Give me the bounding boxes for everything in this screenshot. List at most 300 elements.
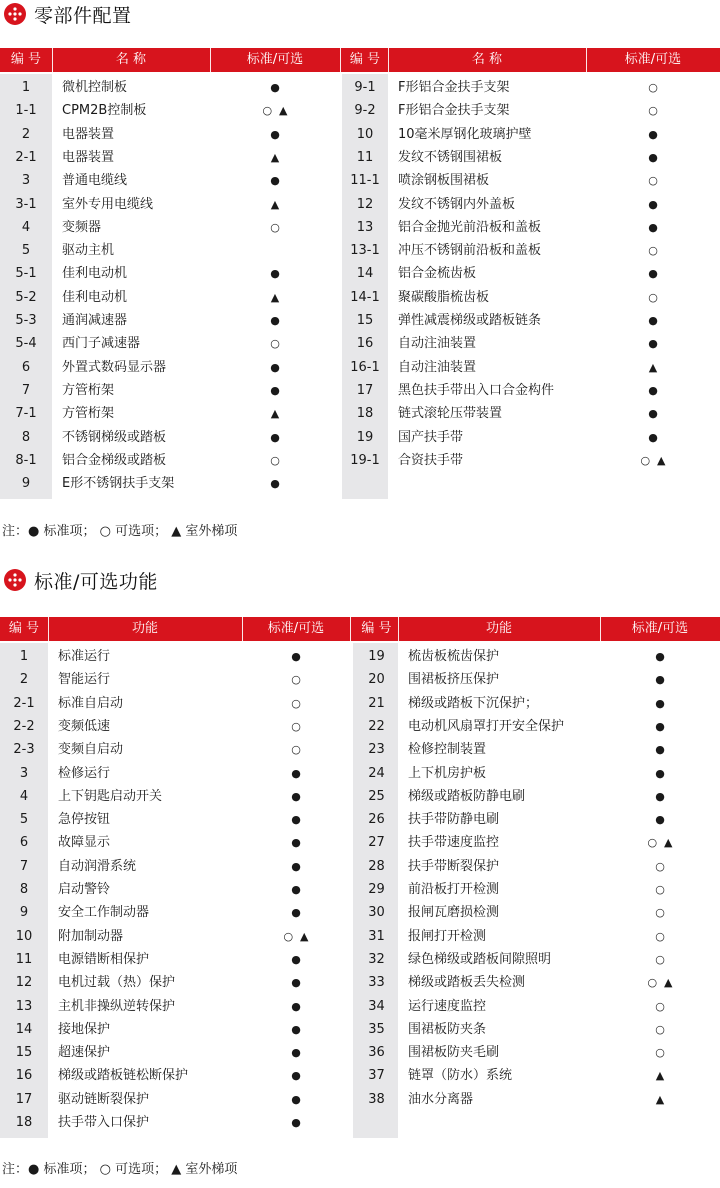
table-row [0,332,720,355]
row-number: 23 [368,742,385,758]
table-row [0,1064,720,1087]
row-name: 报闸打开检测 [408,928,487,944]
row-name: 通润减速器 [62,313,128,328]
table-header [0,617,720,641]
table-row [0,1111,720,1134]
row-name: 智能运行 [58,672,111,688]
row-config-mark: ○ [291,673,301,687]
row-number: 8 [21,429,31,445]
row-number: 9 [19,905,29,921]
row-name: 上下钥匙启动开关 [58,788,163,804]
row-number: 2 [19,672,29,688]
parts-legend-note: 注：● 标准项； ○ 可选项； ▲ 室外梯项 [2,524,238,539]
row-number: 7-1 [15,406,37,422]
row-number: 9-1 [354,80,376,95]
table-row [0,1018,720,1041]
row-number: 17 [15,1091,33,1107]
row-config-mark: ● [648,197,658,211]
header-std: 标准/可选 [267,621,325,636]
row-name: 附加制动器 [58,928,124,944]
row-config-mark: ● [648,383,658,397]
row-config-mark: ○ [270,453,280,467]
row-number: 2-2 [13,718,35,734]
row-config-mark: ● [270,174,280,188]
row-number: 11 [15,951,33,967]
table-row [0,193,720,216]
table-row [0,286,720,309]
row-name: 报闸瓦磨损检测 [408,905,500,921]
row-config-mark: ▲ [648,360,658,374]
row-number: 5-1 [15,266,37,282]
row-config-mark: ● [291,836,301,850]
row-config-mark: ● [648,314,658,327]
header-divider [398,617,399,641]
row-name: 检修运行 [58,765,111,781]
row-config-mark: ○ [655,906,665,920]
row-number: 26 [368,812,385,828]
header-num: 编 号 [361,621,392,636]
table-row [0,808,720,831]
row-number: 24 [368,765,385,781]
table-row [0,146,720,169]
row-name: 铝合金抛光前沿板和盖板 [398,219,542,235]
row-name: 急停按钮 [58,812,111,828]
row-number: 25 [368,788,385,804]
row-number: 35 [368,1021,385,1037]
header-divider [242,617,243,641]
row-number: 2 [21,126,31,142]
row-name: 铝合金梯级或踏板 [62,452,167,468]
row-number: 19 [368,649,385,664]
row-config-mark: ● [270,477,280,491]
header-name: 名 称 [471,52,503,67]
row-config-mark: ○ [291,696,301,710]
row-name: 10毫米厚钢化玻璃护壁 [398,126,532,142]
row-number: 9 [21,476,31,492]
row-number: 27 [368,835,385,851]
table-row [0,901,720,924]
row-name: 梯级或踏板丢失检测 [408,975,526,991]
header-divider [340,48,341,72]
header-divider [52,48,53,72]
table-row [0,262,720,285]
row-name: 电器装置 [62,149,115,165]
row-name: 变频器 [62,219,102,235]
row-name: 扶手带入口保护 [58,1115,150,1130]
row-number: 20 [368,672,385,688]
row-name: 发纹不锈钢围裙板 [398,149,503,165]
row-config-mark: ● [655,650,665,663]
row-number: 1 [21,80,31,95]
table-row [0,356,720,379]
row-name: 喷涂钢板围裙板 [398,173,490,189]
row-number: 1-1 [15,103,37,119]
row-name: 链式滚轮压带装置 [398,406,503,422]
red-dot-grid-icon [4,3,26,25]
row-config-mark: ● [648,150,658,164]
table-row [0,76,720,99]
table-row [0,785,720,808]
row-number: 2-1 [13,695,35,711]
row-name: 外置式数码显示器 [62,359,167,375]
row-name: 室外专用电缆线 [62,196,154,212]
table-row [0,239,720,262]
header-name: 功能 [485,621,512,636]
table-row [0,169,720,192]
row-config-mark: ● [291,1092,301,1106]
row-config-mark: ○ ▲ [640,453,666,467]
row-number: 2-1 [15,149,37,165]
row-config-mark: ○ [655,1046,665,1060]
row-number: 21 [368,695,385,711]
row-config-mark: ○ [270,337,280,351]
table-row [0,878,720,901]
row-config-mark: ○ [655,999,665,1013]
row-name: 链罩（防水）系统 [408,1068,513,1084]
row-config-mark: ● [291,789,301,803]
row-name: 铝合金梳齿板 [398,266,477,282]
header-std: 标准/可选 [246,52,304,67]
row-name: 启动警铃 [58,882,111,897]
row-name: 扶手带速度监控 [408,835,500,851]
row-number: 18 [15,1115,33,1130]
row-config-mark: ● [655,719,665,733]
header-num: 编 号 [349,52,381,67]
parts-table [0,48,720,499]
row-name: 变频低速 [58,718,111,734]
row-name: 绿色梯级或踏板间隙照明 [408,951,552,967]
row-name: 梯级或踏板下沉保护； [408,695,539,711]
row-config-mark: ● [648,127,658,141]
row-name: 变频自启动 [58,742,124,758]
row-number: 5-3 [15,313,37,328]
header-divider [600,617,601,641]
row-config-mark: ○ [291,719,301,733]
row-config-mark: ● [291,883,301,896]
row-number: 16 [15,1068,33,1084]
row-config-mark: ○ ▲ [262,104,288,118]
row-number: 8 [19,882,29,897]
header-num: 编 号 [10,52,42,67]
row-config-mark: ▲ [270,407,280,421]
table-row [0,645,720,668]
table-row [0,715,720,738]
row-number: 7 [21,382,31,398]
table-row [0,925,720,948]
row-name: 西门子减速器 [62,336,141,352]
row-config-mark: ▲ [655,1069,665,1083]
table-row [0,99,720,122]
row-config-mark: ○ [648,81,658,94]
row-config-mark: ● [655,766,665,780]
row-number: 19-1 [350,452,380,468]
header-std: 标准/可选 [624,52,682,67]
header-num: 编 号 [8,621,40,636]
row-number: 11-1 [350,173,380,189]
row-config-mark: ○ [655,859,665,873]
row-name: 梯级或踏板链松断保护 [58,1068,189,1084]
row-name: 油水分离器 [408,1091,474,1107]
row-config-mark: ○ [655,929,665,943]
row-config-mark: ▲ [270,197,280,211]
row-number: 12 [356,196,374,212]
row-config-mark: ● [655,673,665,687]
table-row [0,309,720,332]
row-number: 30 [368,905,385,921]
row-number: 36 [368,1045,385,1061]
row-config-mark: ○ [648,244,658,258]
parts-section-title [4,0,132,28]
row-config-mark: ● [291,952,301,966]
row-name: 发纹不锈钢内外盖板 [398,196,516,212]
header-name: 名 称 [115,52,147,67]
row-name: 电器装置 [62,126,115,142]
row-config-mark: ○ ▲ [283,929,309,943]
table-row [0,379,720,402]
row-config-mark: ● [291,1069,301,1083]
row-name: 围裙板挤压保护 [408,672,500,688]
row-name: 前沿板打开检测 [408,882,500,897]
header-divider [586,48,587,72]
row-name: 主机非操纵逆转保护 [58,998,176,1014]
row-name: 故障显示 [58,835,111,851]
row-number: 3 [19,765,29,781]
table-row [0,668,720,691]
row-number: 9-2 [354,103,376,119]
row-name: 超速保护 [58,1045,111,1061]
row-config-mark: ● [655,789,665,803]
row-config-mark: ● [291,813,301,827]
row-name: 电动机风扇罩打开安全保护 [408,718,565,734]
row-name: 扶手带断裂保护 [408,858,500,874]
row-config-mark: ● [291,999,301,1013]
header-divider [48,617,49,641]
table-row [0,738,720,761]
row-config-mark: ● [291,906,301,920]
table-row [0,1088,720,1111]
row-name: 方管桁架 [62,406,115,422]
row-number: 10 [356,126,374,142]
row-name: 微机控制板 [62,80,128,95]
row-config-mark: ● [648,430,658,444]
row-name: 国产扶手带 [398,429,464,445]
row-config-mark: ● [291,1022,301,1036]
row-config-mark: ○ ▲ [647,976,673,990]
row-config-mark: ○ [648,104,658,118]
row-config-mark: ● [655,696,665,710]
row-config-mark: ● [270,360,280,374]
table-row [0,123,720,146]
functions-section-title [4,566,158,594]
row-config-mark: ● [655,743,665,757]
row-config-mark: ● [655,813,665,827]
row-number: 6 [19,835,29,851]
row-config-mark: ● [291,976,301,990]
row-number: 38 [368,1091,385,1107]
row-number: 32 [368,951,385,967]
row-number: 22 [368,718,385,734]
row-config-mark: ○ [655,952,665,966]
row-name: CPM2B控制板 [62,103,147,119]
row-name: 驱动主机 [62,243,115,259]
row-number: 8-1 [15,452,37,468]
row-config-mark: ● [291,859,301,873]
row-config-mark: ▲ [655,1092,665,1106]
row-number: 16 [356,336,374,352]
page-title: 零部件配置 [34,4,132,27]
row-number: 1 [19,649,29,664]
row-number: 17 [356,382,374,398]
row-number: 14-1 [350,289,380,305]
row-config-mark: ● [648,407,658,421]
row-config-mark: ○ ▲ [647,836,673,850]
row-name: 电机过载（热）保护 [58,975,176,991]
row-name: 电源错断相保护 [58,951,150,967]
row-number: 14 [15,1021,33,1037]
row-name: 方管桁架 [62,382,115,398]
row-name: 佳利电动机 [62,266,128,282]
row-name: 运行速度监控 [408,998,487,1014]
row-name: 梯级或踏板防静电刷 [408,788,526,804]
row-number: 18 [356,406,374,422]
row-number: 15 [15,1045,33,1061]
row-number: 7 [19,858,29,874]
row-name: F形铝合金扶手支架 [398,103,510,119]
row-number: 34 [368,998,385,1014]
row-config-mark: ● [648,267,658,281]
row-config-mark: ● [270,81,280,94]
row-number: 5-2 [15,289,37,305]
row-name: 冲压不锈钢前沿板和盖板 [398,243,542,259]
header-divider [350,617,351,641]
row-number: 5 [21,243,31,259]
row-number: 28 [368,858,385,874]
row-config-mark: ● [291,650,301,663]
table-row [0,472,720,495]
row-name: 合资扶手带 [398,452,464,468]
row-number: 13 [15,998,33,1014]
row-config-mark: ● [270,383,280,397]
row-name: 自动润滑系统 [58,858,137,874]
table-row [0,855,720,878]
table-header [0,48,720,72]
row-config-mark: ● [270,314,280,327]
row-number: 10 [15,928,33,944]
row-config-mark: ● [291,766,301,780]
row-name: 上下机房护板 [408,765,487,781]
table-row [0,831,720,854]
red-dot-grid-icon [4,569,26,591]
functions-table [0,617,720,1138]
row-name: F形铝合金扶手支架 [398,80,510,95]
row-config-mark: ● [291,1116,301,1129]
row-number: 3 [21,173,31,189]
row-name: 驱动链断裂保护 [58,1091,150,1107]
row-name: E形不锈钢扶手支架 [62,476,175,492]
row-number: 31 [368,928,385,944]
row-name: 检修控制装置 [408,742,487,758]
row-config-mark: ○ [648,174,658,188]
row-config-mark: ○ [655,883,665,896]
row-name: 佳利电动机 [62,289,128,305]
row-config-mark: ● [270,267,280,281]
row-name: 接地保护 [58,1021,111,1037]
row-number: 3-1 [15,196,37,212]
table-row [0,692,720,715]
row-name: 围裙板防夹条 [408,1021,487,1037]
row-config-mark: ● [270,430,280,444]
row-number: 14 [356,266,374,282]
row-name: 弹性减震梯级或踏板链条 [398,313,542,328]
table-row [0,948,720,971]
table-row [0,426,720,449]
table-row [0,971,720,994]
table-row [0,402,720,425]
row-name: 自动注油装置 [398,359,477,375]
row-number: 19 [356,429,374,445]
row-config-mark: ● [270,127,280,141]
row-name: 扶手带防静电刷 [408,812,500,828]
row-config-mark: ● [648,337,658,351]
row-number: 4 [21,219,31,235]
row-name: 聚碳酸脂梳齿板 [398,289,490,305]
row-number: 29 [368,882,385,897]
table-row [0,995,720,1018]
row-name: 围裙板防夹毛刷 [408,1045,500,1061]
row-config-mark: ○ [270,220,280,234]
header-name: 功能 [131,621,158,636]
row-config-mark: ▲ [270,290,280,304]
row-number: 5-4 [15,336,37,352]
row-number: 11 [356,149,374,165]
row-number: 6 [21,359,31,375]
row-number: 5 [19,812,29,828]
header-divider [388,48,389,72]
row-config-mark: ▲ [270,150,280,164]
header-std: 标准/可选 [631,621,689,636]
row-number: 13 [356,219,374,235]
row-number: 2-3 [13,742,35,758]
row-name: 梳齿板梳齿保护 [408,649,500,664]
row-number: 4 [19,788,29,804]
row-number: 37 [368,1068,385,1084]
row-number: 12 [15,975,33,991]
functions-title: 标准/可选功能 [34,570,158,593]
row-number: 13-1 [350,243,380,259]
table-row [0,1041,720,1064]
table-row [0,449,720,472]
row-name: 自动注油装置 [398,336,477,352]
functions-legend-note: 注：● 标准项； ○ 可选项； ▲ 室外梯项 [2,1162,238,1177]
row-number: 33 [368,975,385,991]
header-divider [210,48,211,72]
row-name: 标准自启动 [58,695,124,711]
row-config-mark: ○ [648,290,658,304]
row-number: 15 [356,313,374,328]
row-name: 黑色扶手带出入口合金构件 [398,382,555,398]
row-config-mark: ○ [291,743,301,757]
row-name: 不锈钢梯级或踏板 [62,429,167,445]
row-config-mark: ● [648,220,658,234]
row-name: 标准运行 [58,649,111,664]
table-row [0,216,720,239]
row-config-mark: ● [291,1046,301,1060]
row-name: 安全工作制动器 [58,905,150,921]
row-number: 16-1 [350,359,380,375]
row-name: 普通电缆线 [62,173,128,189]
row-config-mark: ○ [655,1022,665,1036]
table-row [0,762,720,785]
